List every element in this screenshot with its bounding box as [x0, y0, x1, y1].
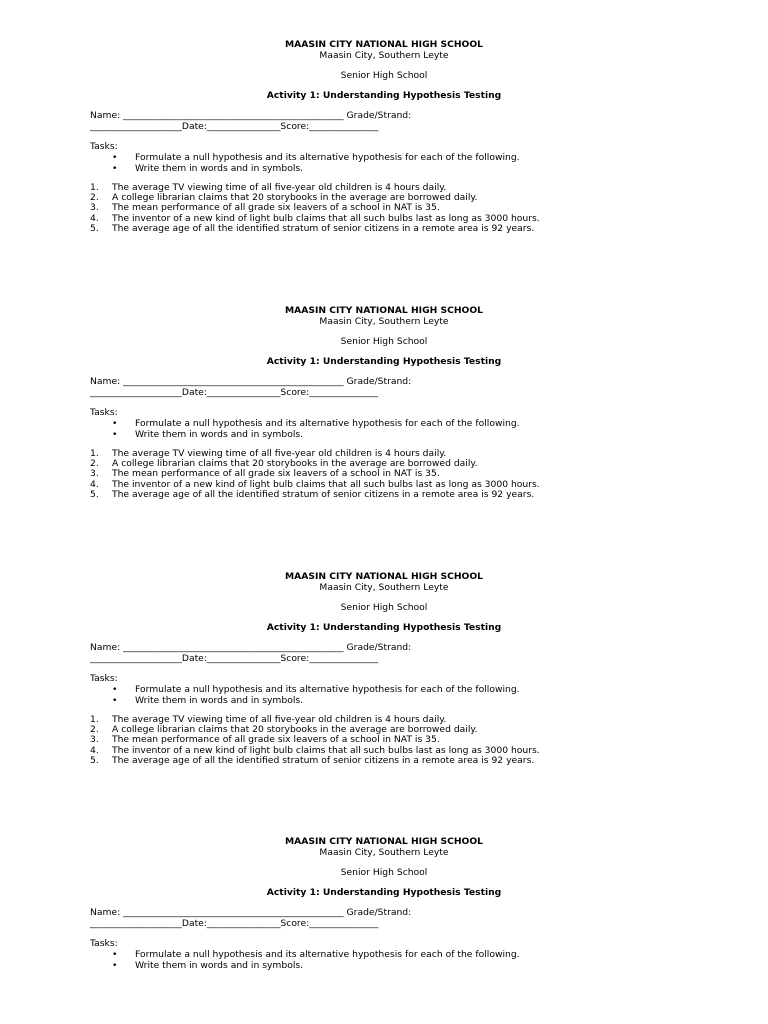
tasks-label: Tasks:	[90, 141, 118, 152]
tasks-list	[90, 684, 690, 706]
name-line: Name: ________________________________________________ Grade/Strand:	[90, 907, 412, 918]
name-line: Name: ________________________________________________ Grade/Strand:	[90, 376, 412, 387]
list-item: 3. The mean performance of all grade six leavers of a school in NAT is 35.	[90, 202, 440, 214]
list-item: • Formulate a null hypothesis and its alternative hypothesis for each of the following.	[112, 418, 520, 429]
name-line: Name: ________________________________________________ Grade/Strand:	[90, 642, 412, 653]
school-location: Maasin City, Southern Leyte	[319, 582, 449, 593]
school-location: Maasin City, Southern Leyte	[319, 316, 449, 327]
tasks-label: Tasks:	[90, 938, 118, 949]
list-item: 5. The average age of all the identified stratum of senior citizens in a remote area is 92 years.	[90, 488, 535, 500]
problem-list	[90, 715, 690, 766]
tasks-list	[90, 152, 690, 174]
school-level: Senior High School	[340, 70, 428, 81]
worksheet-copy-2	[0, 266, 768, 516]
list-item: 3. The mean performance of all grade six leavers of a school in NAT is 35.	[90, 734, 440, 746]
activity-title: Activity 1: Understanding Hypothesis Testing	[266, 90, 502, 101]
list-item: • Formulate a null hypothesis and its alternative hypothesis for each of the following.	[112, 949, 520, 960]
list-item: • Write them in words and in symbols.	[112, 163, 304, 174]
worksheet-copy-3	[0, 532, 768, 782]
problem-list	[90, 183, 690, 234]
worksheet-copy-4	[0, 797, 768, 1024]
list-item: • Write them in words and in symbols.	[112, 960, 304, 971]
activity-title: Activity 1: Understanding Hypothesis Testing	[266, 356, 502, 367]
school-name: MAASIN CITY NATIONAL HIGH SCHOOL	[284, 836, 484, 847]
list-item: 2. A college librarian claims that 20 storybooks in the average are borrowed daily.	[90, 724, 478, 736]
school-name: MAASIN CITY NATIONAL HIGH SCHOOL	[284, 305, 484, 316]
date-score-line: ____________________Date:________________Score:_______________	[90, 653, 379, 664]
school-location: Maasin City, Southern Leyte	[319, 847, 449, 858]
list-item: 4. The inventor of a new kind of light bulb claims that all such bulbs last as long as 3000 hours.	[90, 478, 540, 490]
tasks-label: Tasks:	[90, 673, 118, 684]
tasks-list	[90, 418, 690, 440]
school-location: Maasin City, Southern Leyte	[319, 50, 449, 61]
worksheet-copy-1	[0, 0, 768, 250]
date-score-line: ____________________Date:________________Score:_______________	[90, 387, 379, 398]
school-level: Senior High School	[340, 867, 428, 878]
tasks-list	[90, 949, 690, 971]
list-item: • Write them in words and in symbols.	[112, 695, 304, 706]
tasks-label: Tasks:	[90, 407, 118, 418]
school-level: Senior High School	[340, 602, 428, 613]
name-line: Name: ________________________________________________ Grade/Strand:	[90, 110, 412, 121]
list-item: 5. The average age of all the identified stratum of senior citizens in a remote area is 92 years.	[90, 222, 535, 234]
activity-title: Activity 1: Understanding Hypothesis Testing	[266, 622, 502, 633]
date-score-line: ____________________Date:________________Score:_______________	[90, 121, 379, 132]
list-item: • Formulate a null hypothesis and its alternative hypothesis for each of the following.	[112, 152, 520, 163]
list-item: 1. The average TV viewing time of all five-year old children is 4 hours daily.	[90, 182, 447, 193]
list-item: • Write them in words and in symbols.	[112, 429, 304, 440]
list-item: 4. The inventor of a new kind of light bulb claims that all such bulbs last as long as 3000 hours.	[90, 744, 540, 756]
list-item: 4. The inventor of a new kind of light bulb claims that all such bulbs last as long as 3000 hours.	[90, 212, 540, 224]
list-item: 1. The average TV viewing time of all five-year old children is 4 hours daily.	[90, 448, 447, 459]
list-item: 3. The mean performance of all grade six leavers of a school in NAT is 35.	[90, 468, 440, 480]
activity-title: Activity 1: Understanding Hypothesis Testing	[266, 887, 502, 898]
school-name: MAASIN CITY NATIONAL HIGH SCHOOL	[284, 39, 484, 50]
list-item: 2. A college librarian claims that 20 storybooks in the average are borrowed daily.	[90, 192, 478, 204]
school-name: MAASIN CITY NATIONAL HIGH SCHOOL	[284, 571, 484, 582]
list-item: • Formulate a null hypothesis and its alternative hypothesis for each of the following.	[112, 684, 520, 695]
list-item: 5. The average age of all the identified stratum of senior citizens in a remote area is 92 years.	[90, 754, 535, 766]
list-item: 1. The average TV viewing time of all five-year old children is 4 hours daily.	[90, 714, 447, 725]
problem-list	[90, 449, 690, 500]
list-item: 2. A college librarian claims that 20 storybooks in the average are borrowed daily.	[90, 458, 478, 470]
school-level: Senior High School	[340, 336, 428, 347]
date-score-line: ____________________Date:________________Score:_______________	[90, 918, 379, 929]
